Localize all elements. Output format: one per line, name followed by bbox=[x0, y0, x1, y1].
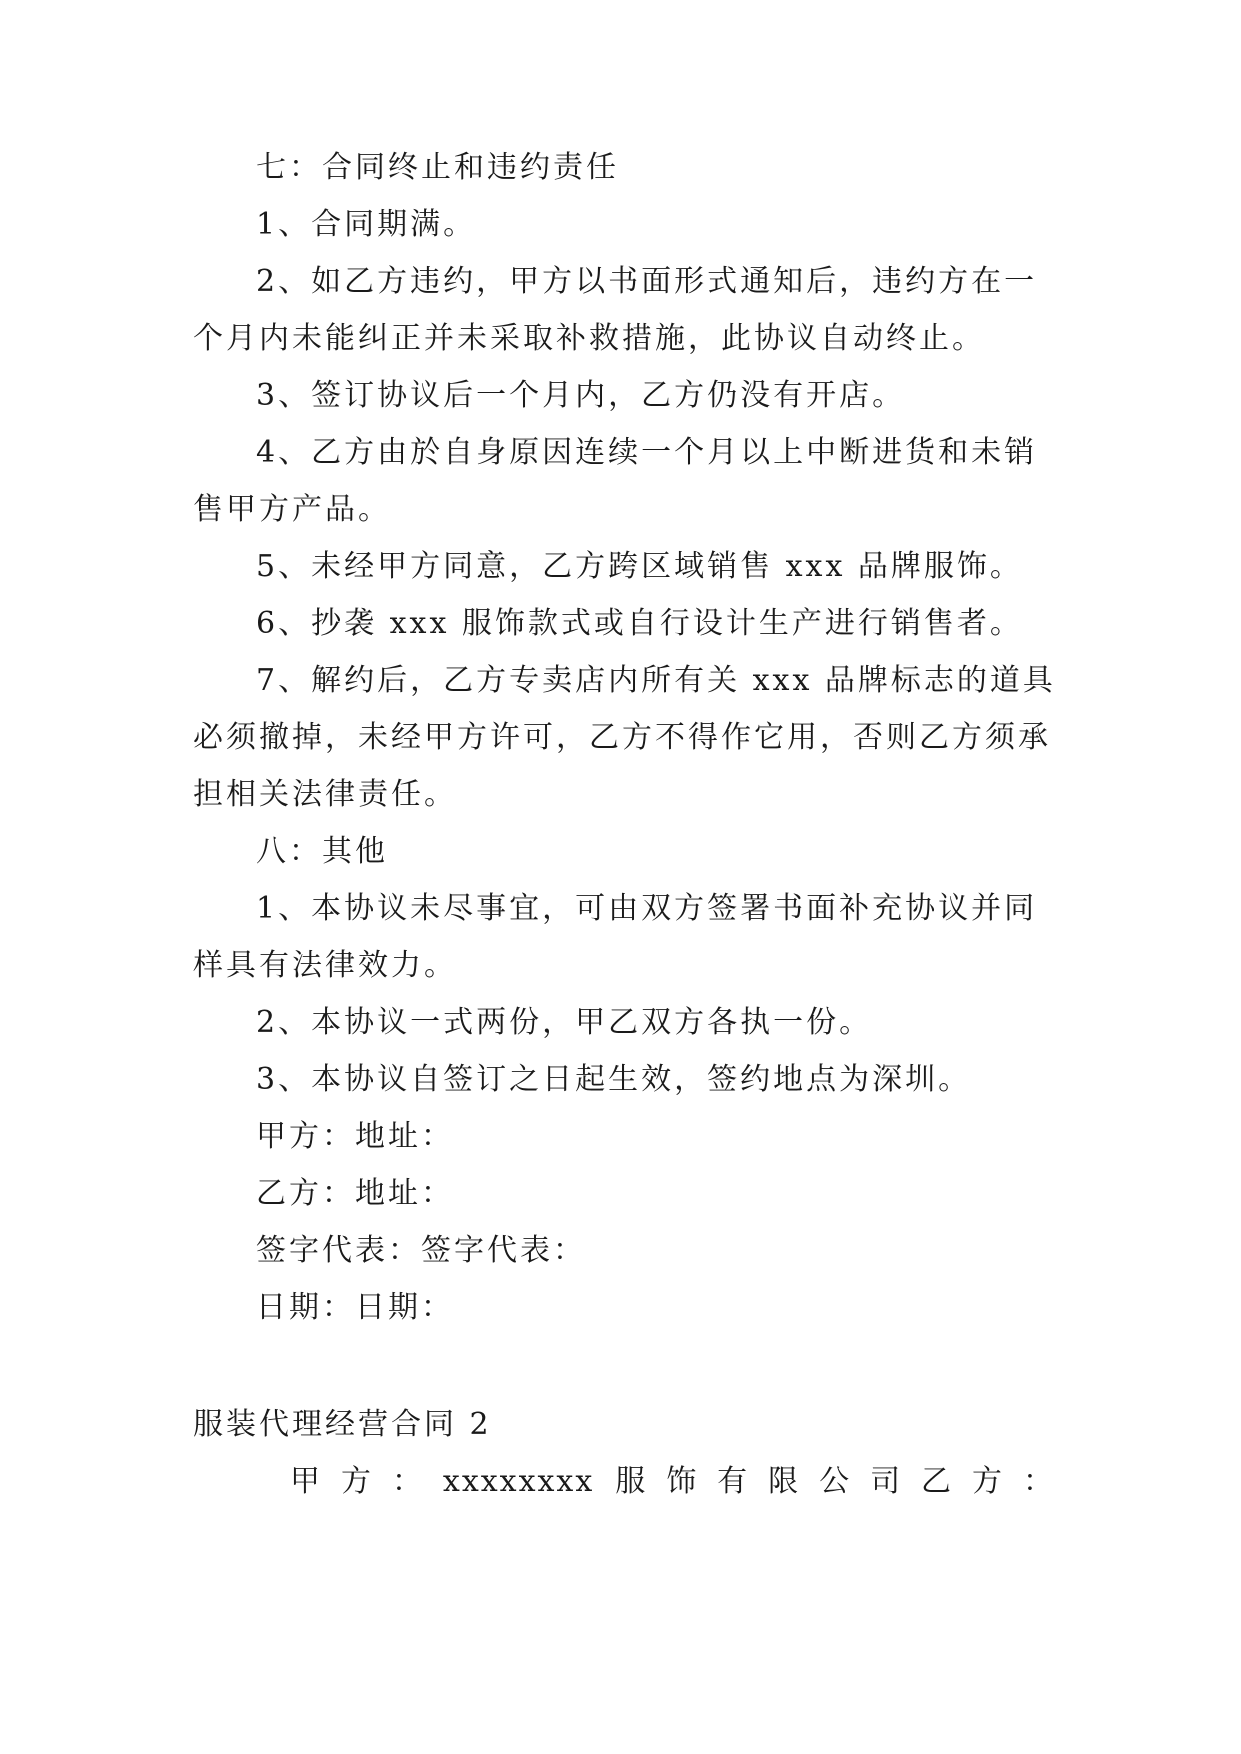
paragraph-line: 1、合同期满。 bbox=[256, 207, 477, 242]
party-line-char: ： bbox=[391, 1464, 422, 1499]
party-line-char: 饰 bbox=[666, 1464, 697, 1499]
party-line-char: 公 bbox=[819, 1464, 850, 1499]
signature-party-b-address: 乙方：地址： bbox=[256, 1176, 454, 1211]
paragraph-line: 1、本协议未尽事宜，可由双方签署书面补充协议并同 bbox=[256, 891, 1038, 926]
section-heading-termination: 七：合同终止和违约责任 bbox=[256, 150, 619, 185]
party-line-char: 限 bbox=[768, 1464, 799, 1499]
party-line-char: 甲 bbox=[290, 1464, 320, 1499]
party-line-char: 服 bbox=[615, 1464, 646, 1499]
signature-party-a-address: 甲方：地址： bbox=[256, 1119, 454, 1154]
party-a-name-placeholder: xxxxxxxx bbox=[442, 1464, 595, 1499]
paragraph-line: 5、未经甲方同意，乙方跨区域销售 xxx 品牌服饰。 bbox=[256, 549, 1023, 584]
paragraph-line: 4、乙方由於自身原因连续一个月以上中断进货和未销 bbox=[256, 435, 1038, 470]
paragraph-line: 6、抄袭 xxx 服饰款式或自行设计生产进行销售者。 bbox=[256, 606, 1023, 641]
party-line-char: 乙 bbox=[921, 1464, 952, 1499]
party-line-char: 有 bbox=[717, 1464, 748, 1499]
party-line-char: 司 bbox=[870, 1464, 901, 1499]
paragraph-line: 样具有法律效力。 bbox=[193, 948, 457, 983]
contract-title: 服装代理经营合同 2 bbox=[193, 1407, 492, 1442]
paragraph-line: 7、解约后，乙方专卖店内所有关 xxx 品牌标志的道具 bbox=[256, 663, 1056, 698]
paragraph-line: 2、本协议一式两份，甲乙双方各执一份。 bbox=[256, 1005, 873, 1040]
paragraph-line: 售甲方产品。 bbox=[193, 492, 391, 527]
section-heading-other: 八：其他 bbox=[256, 834, 388, 869]
party-line-char: 方 bbox=[972, 1464, 1003, 1499]
signature-dates: 日期：日期： bbox=[256, 1290, 454, 1325]
paragraph-line: 3、本协议自签订之日起生效，签约地点为深圳。 bbox=[256, 1062, 972, 1097]
paragraph-line: 2、如乙方违约，甲方以书面形式通知后，违约方在一 bbox=[256, 264, 1038, 299]
paragraph-line: 必须撤掉，未经甲方许可，乙方不得作它用，否则乙方须承 bbox=[193, 720, 1051, 755]
party-line-char: 方 bbox=[340, 1464, 371, 1499]
paragraph-line: 个月内未能纠正并未采取补救措施，此协议自动终止。 bbox=[193, 321, 985, 356]
paragraph-line: 担相关法律责任。 bbox=[193, 777, 457, 812]
signature-representatives: 签字代表：签字代表： bbox=[256, 1233, 586, 1268]
party-line-char: ： bbox=[1022, 1464, 1053, 1499]
paragraph-line: 3、签订协议后一个月内，乙方仍没有开店。 bbox=[256, 378, 906, 413]
party-line bbox=[290, 1464, 1053, 1500]
